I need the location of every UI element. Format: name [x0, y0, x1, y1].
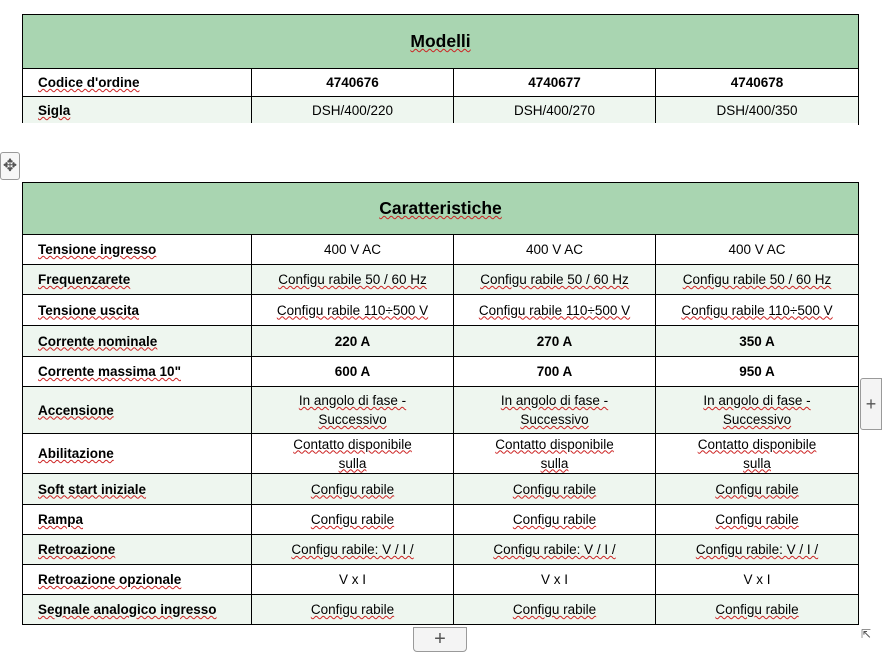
value-cell[interactable]: 400 V AC	[252, 235, 454, 265]
value-cell[interactable]: V x I	[656, 565, 859, 595]
value-cell[interactable]: V x I	[454, 565, 656, 595]
row-label-cell[interactable]	[23, 434, 252, 474]
value-cell[interactable]	[656, 434, 859, 474]
table-move-handle[interactable]	[0, 152, 20, 180]
table-row	[23, 235, 859, 265]
row-label: Sigla	[38, 103, 71, 118]
value-cell[interactable]: 4740676	[252, 69, 454, 97]
value-cell[interactable]	[252, 265, 454, 295]
models-header-row	[23, 15, 859, 69]
cell-text: Configu rabile 110÷500 V	[478, 302, 631, 318]
value-cell[interactable]	[454, 535, 656, 565]
cell-text: Configu rabile	[512, 602, 597, 617]
value-cell[interactable]: 4740678	[656, 69, 859, 97]
row-label: Segnale analogico ingresso	[38, 602, 217, 617]
row-label: Abilitazione	[38, 446, 114, 461]
features-title: Caratteristiche	[379, 198, 502, 218]
row-label-cell[interactable]	[23, 295, 252, 326]
value-cell[interactable]	[252, 505, 454, 535]
value-cell[interactable]: 350 A	[656, 326, 859, 357]
cell-text: Configu rabile 50 / 60 Hz	[682, 272, 832, 287]
row-label-cell[interactable]	[23, 357, 252, 387]
value-cell[interactable]	[656, 265, 859, 295]
row-label: Corrente nominale	[38, 333, 158, 349]
cell-text: Configu rabile	[715, 512, 799, 527]
models-title: Modelli	[410, 31, 471, 51]
table-row	[23, 295, 859, 326]
value-cell[interactable]	[454, 474, 656, 505]
value-cell[interactable]	[656, 535, 859, 565]
value-cell[interactable]: DSH/400/220	[252, 97, 454, 125]
cell-text: Configu rabile 50 / 60 Hz	[278, 272, 427, 287]
value-cell[interactable]	[656, 474, 859, 505]
page-break-mask	[22, 123, 858, 143]
value-cell[interactable]	[454, 265, 656, 295]
row-label: Tensione uscita	[38, 302, 140, 318]
value-cell[interactable]: 950 A	[656, 357, 859, 387]
cell-text: Configu rabile	[512, 512, 597, 527]
table-row	[23, 69, 859, 97]
value-cell[interactable]	[252, 595, 454, 625]
cell-text: Configu rabile	[310, 602, 395, 617]
cell-text: Contatto disponibile sulla	[293, 436, 412, 471]
row-label-cell[interactable]	[23, 565, 252, 595]
row-label: Soft start iniziale	[38, 481, 147, 497]
row-label-cell[interactable]	[23, 235, 252, 265]
features-title-cell[interactable]	[23, 183, 859, 235]
row-label: Corrente massima 10"	[38, 364, 181, 379]
add-row-button[interactable]	[413, 627, 467, 652]
row-label: Accensione	[38, 402, 114, 418]
cell-text: In angolo di fase - Successivo	[298, 393, 407, 427]
value-cell[interactable]	[454, 505, 656, 535]
value-cell[interactable]: 220 A	[252, 326, 454, 357]
cell-text: Configu rabile	[715, 481, 799, 497]
row-label: Retroazione	[38, 542, 116, 557]
value-cell[interactable]	[454, 387, 656, 434]
cell-text: Configu rabile	[512, 481, 597, 497]
cell-text: Configu rabile: V / I /	[291, 542, 414, 557]
row-label: Codice d'ordine	[38, 75, 140, 90]
resize-corner-icon: ⇱	[860, 627, 872, 641]
value-cell[interactable]	[252, 295, 454, 326]
cell-text: Contatto disponibile sulla	[697, 436, 817, 471]
cell-text: Contatto disponibile sulla	[495, 436, 614, 471]
cell-text: Configu rabile: V / I /	[493, 542, 616, 557]
row-label-cell[interactable]	[23, 595, 252, 625]
value-cell[interactable]	[656, 387, 859, 434]
table-row	[23, 565, 859, 595]
cell-text: Configu rabile	[310, 512, 395, 527]
value-cell[interactable]	[252, 535, 454, 565]
value-cell[interactable]: V x I	[252, 565, 454, 595]
move-arrows-icon: ✥	[2, 156, 18, 175]
cell-text: Configu rabile	[715, 602, 799, 617]
table-row	[23, 97, 859, 125]
table-row	[23, 434, 859, 474]
row-label: Frequenzarete	[38, 272, 131, 287]
models-title-cell[interactable]	[23, 15, 859, 69]
row-label: Retroazione opzionale	[38, 572, 182, 587]
value-cell[interactable]: 4740677	[454, 69, 656, 97]
add-column-button[interactable]	[860, 378, 882, 430]
value-cell[interactable]: 400 V AC	[454, 235, 656, 265]
value-cell[interactable]	[656, 505, 859, 535]
table-row	[23, 595, 859, 625]
cell-text: Configu rabile	[310, 481, 395, 497]
cell-text: Configu rabile 110÷500 V	[681, 302, 833, 318]
features-header-row	[23, 183, 859, 235]
row-label: Tensione ingresso	[38, 242, 157, 257]
row-label-cell[interactable]	[23, 69, 252, 97]
cell-text: In angolo di fase - Successivo	[703, 393, 811, 427]
value-cell[interactable]: DSH/400/270	[454, 97, 656, 125]
value-cell[interactable]	[656, 295, 859, 326]
value-cell[interactable]	[656, 595, 859, 625]
value-cell[interactable]	[454, 595, 656, 625]
row-label-cell[interactable]	[23, 535, 252, 565]
value-cell[interactable]: 400 V AC	[656, 235, 859, 265]
value-cell[interactable]: 700 A	[454, 357, 656, 387]
value-cell[interactable]	[252, 474, 454, 505]
value-cell[interactable]	[252, 387, 454, 434]
value-cell[interactable]: 270 A	[454, 326, 656, 357]
value-cell[interactable]: DSH/400/350	[656, 97, 859, 125]
models-table	[22, 14, 859, 125]
row-label-cell[interactable]	[23, 265, 252, 295]
table-row	[23, 535, 859, 565]
table-row	[23, 357, 859, 387]
plus-icon: +	[434, 628, 446, 650]
features-table	[22, 182, 859, 625]
table-row	[23, 387, 859, 434]
table-row	[23, 265, 859, 295]
value-cell[interactable]: 600 A	[252, 357, 454, 387]
cell-text: Configu rabile 50 / 60 Hz	[480, 272, 629, 287]
row-label-cell[interactable]	[23, 474, 252, 505]
row-label-cell[interactable]	[23, 387, 252, 434]
value-cell[interactable]	[252, 434, 454, 474]
row-label-cell[interactable]	[23, 97, 252, 125]
value-cell[interactable]	[454, 434, 656, 474]
table-row	[23, 505, 859, 535]
table-row	[23, 326, 859, 357]
row-label: Rampa	[38, 512, 84, 527]
table-resize-handle[interactable]	[859, 627, 873, 641]
table-row	[23, 474, 859, 505]
row-label-cell[interactable]	[23, 326, 252, 357]
cell-text: Configu rabile 110÷500 V	[276, 302, 429, 318]
cell-text: In angolo di fase - Successivo	[500, 393, 609, 427]
cell-text: Configu rabile: V / I /	[695, 542, 819, 557]
plus-icon: +	[865, 393, 877, 414]
row-label-cell[interactable]	[23, 505, 252, 535]
value-cell[interactable]	[454, 295, 656, 326]
